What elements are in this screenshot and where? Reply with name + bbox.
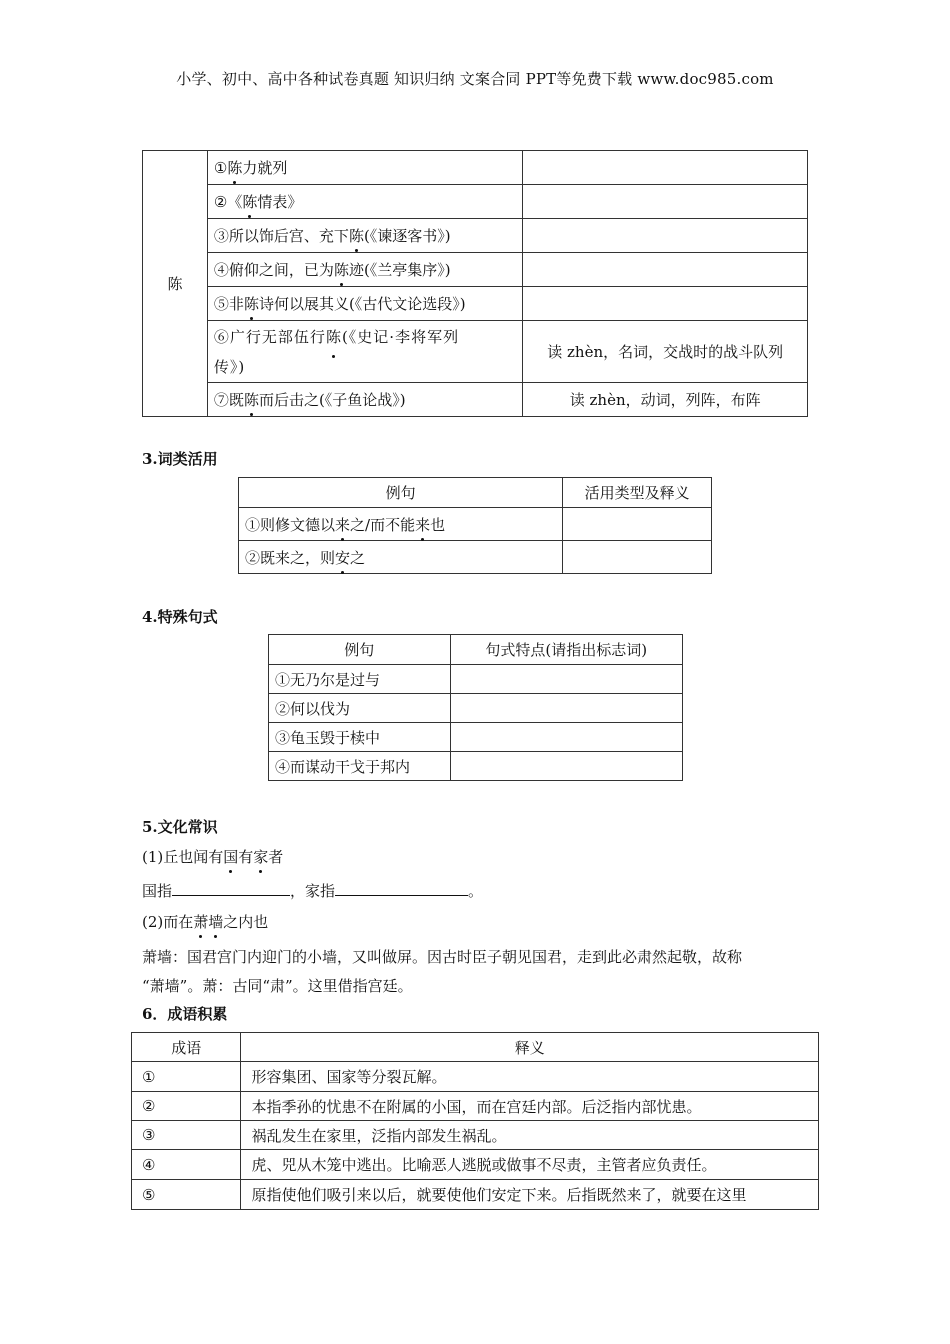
dotted-word: 陈: [333, 261, 349, 279]
table-cell: ③龟玉毁于椟中: [269, 723, 451, 752]
word-usage-table: [238, 477, 712, 574]
sentence-text: ③所以饰后宫、充下: [213, 227, 349, 245]
answer-cell: [523, 383, 808, 417]
dotted-word: 陈: [227, 159, 243, 177]
sentence-text: 诗何以展其义(《古代文论选段》): [258, 295, 466, 313]
column-header: 释义: [241, 1033, 819, 1062]
sentence-text: (1)丘也闻有: [142, 848, 224, 866]
answer-cell: [523, 287, 808, 321]
answer-cell: [450, 694, 682, 723]
dotted-word: 陈: [326, 322, 342, 352]
answer-cell: [523, 219, 808, 253]
dotted-word: 陈: [243, 295, 259, 313]
table-cell: 虎、兕从木笼中逃出。比喻恶人逃脱或做事不尽责，主管者应负责任。: [241, 1150, 819, 1180]
table-cell: 原指使他们吸引来以后，就要使他们安定下来。后指既然来了，就要在这里: [241, 1180, 819, 1210]
column-header: 成语: [132, 1033, 241, 1062]
table-cell: ③: [132, 1121, 241, 1150]
table-cell: [207, 151, 522, 185]
answer-text: 读 zhèn，动词，列阵，布阵: [569, 391, 761, 409]
sentence-text: ①则修文德以: [245, 515, 336, 534]
table-cell: [207, 383, 522, 417]
sentence-text: 而后击之(《子鱼论战》): [258, 391, 406, 409]
chen-table: [142, 150, 808, 417]
section-title: 3.词类活用: [142, 450, 218, 468]
table-cell: [239, 508, 563, 541]
answer-cell: [523, 151, 808, 185]
dotted-word: 安: [335, 548, 351, 567]
sentence-text: ⑤非: [213, 295, 244, 313]
table-cell: ⑤: [132, 1180, 241, 1210]
dotted-word: 萧: [193, 913, 209, 931]
fill-label: 国指: [142, 882, 173, 900]
sentence-text: (2)而在: [142, 913, 194, 931]
sentence-text: 情表》: [257, 193, 303, 211]
idiom-table: [131, 1032, 819, 1210]
sentence-text: ①: [213, 159, 228, 177]
answer-cell: [563, 541, 712, 574]
sentence-text: 之: [350, 548, 366, 567]
sentence-text: ⑥广行无部伍行: [213, 327, 326, 346]
table-cell: [207, 253, 522, 287]
sentence-text: 也: [430, 515, 446, 534]
column-header: 例句: [269, 635, 451, 665]
dotted-word: 来: [335, 515, 351, 534]
sentence-text: ②《: [213, 193, 243, 211]
blank-field[interactable]: [335, 880, 468, 896]
table-cell: 形容集团、国家等分裂瓦解。: [241, 1062, 819, 1092]
sentence-text: ②既来之，则: [245, 548, 336, 567]
dotted-word: 陈: [243, 391, 259, 409]
sentence-text: (《史记·李将军列: [341, 327, 460, 346]
answer-cell: [523, 253, 808, 287]
fill-label: 。: [468, 882, 484, 900]
answer-cell: [450, 723, 682, 752]
table-cell: ①: [132, 1062, 241, 1092]
sentence-text: 迹(《兰亭集序》): [348, 261, 451, 279]
table-cell: ②何以伐为: [269, 694, 451, 723]
dotted-word: 国: [223, 848, 239, 866]
table-cell: ④而谋动干戈于邦内: [269, 752, 451, 781]
section-title: 4.特殊句式: [142, 608, 218, 626]
explanation-line: “萧墙”。萧：古同“肃”。这里借指宫廷。: [142, 977, 413, 995]
table-cell: 祸乱发生在家里，泛指内部发生祸乱。: [241, 1121, 819, 1150]
fill-label: ，家指: [290, 882, 336, 900]
answer-text: 读 zhèn，名词，交战时的战斗队列: [547, 343, 784, 361]
column-header: 例句: [239, 478, 563, 508]
sentence-text: 者: [268, 848, 284, 866]
chen-word-cell: [143, 151, 208, 417]
question-2: [142, 911, 268, 932]
column-header: 活用类型及释义: [563, 478, 712, 508]
sentence-text: (《谏逐客书》): [363, 227, 451, 245]
sentence-text: 力就列: [242, 159, 288, 177]
dotted-word: 墙: [208, 913, 224, 931]
sentence-pattern-table: [268, 634, 683, 781]
blank-field[interactable]: [172, 880, 290, 896]
explanation-line: 萧墙：国君宫门内迎门的小墙，又叫做屏。因古时臣子朝见国君，走到此必肃然起敬，故称: [142, 948, 743, 966]
question-1: [142, 846, 283, 867]
answer-cell: [450, 665, 682, 694]
table-cell: ①无乃尔是过与: [269, 665, 451, 694]
column-header: 句式特点(请指出标志词): [450, 635, 682, 665]
sentence-text: 有: [238, 848, 254, 866]
sentence-text: 传》): [213, 357, 246, 376]
dotted-word: 家: [253, 848, 269, 866]
table-cell: [207, 219, 522, 253]
dotted-word: 来: [415, 515, 431, 534]
chen-word: 陈: [167, 275, 183, 293]
answer-cell: [563, 508, 712, 541]
table-cell: 本指季孙的忧患不在附属的小国，而在宫廷内部。后泛指内部忧患。: [241, 1092, 819, 1121]
sentence-text: 之/而不能: [350, 515, 416, 534]
dotted-word: 陈: [348, 227, 364, 245]
sentence-text: 之内也: [223, 913, 269, 931]
dotted-word: 陈: [242, 193, 258, 211]
sentence-text: ④俯仰之间，已为: [213, 261, 334, 279]
fill-blank-line: [142, 880, 483, 901]
table-cell: [207, 185, 522, 219]
section-title: 5.文化常识: [142, 818, 218, 836]
answer-cell: [523, 185, 808, 219]
table-cell: ②: [132, 1092, 241, 1121]
table-cell: ④: [132, 1150, 241, 1180]
answer-cell: [523, 321, 808, 383]
section-title: 6．成语积累: [142, 1005, 228, 1023]
answer-cell: [450, 752, 682, 781]
page-header: 小学、初中、高中各种试卷真题 知识归纳 文案合同 PPT等免费下载 www.doc985.com: [176, 70, 774, 88]
table-cell: [207, 287, 522, 321]
sentence-text: ⑦既: [213, 391, 244, 409]
table-cell: [239, 541, 563, 574]
table-cell: [207, 321, 522, 383]
